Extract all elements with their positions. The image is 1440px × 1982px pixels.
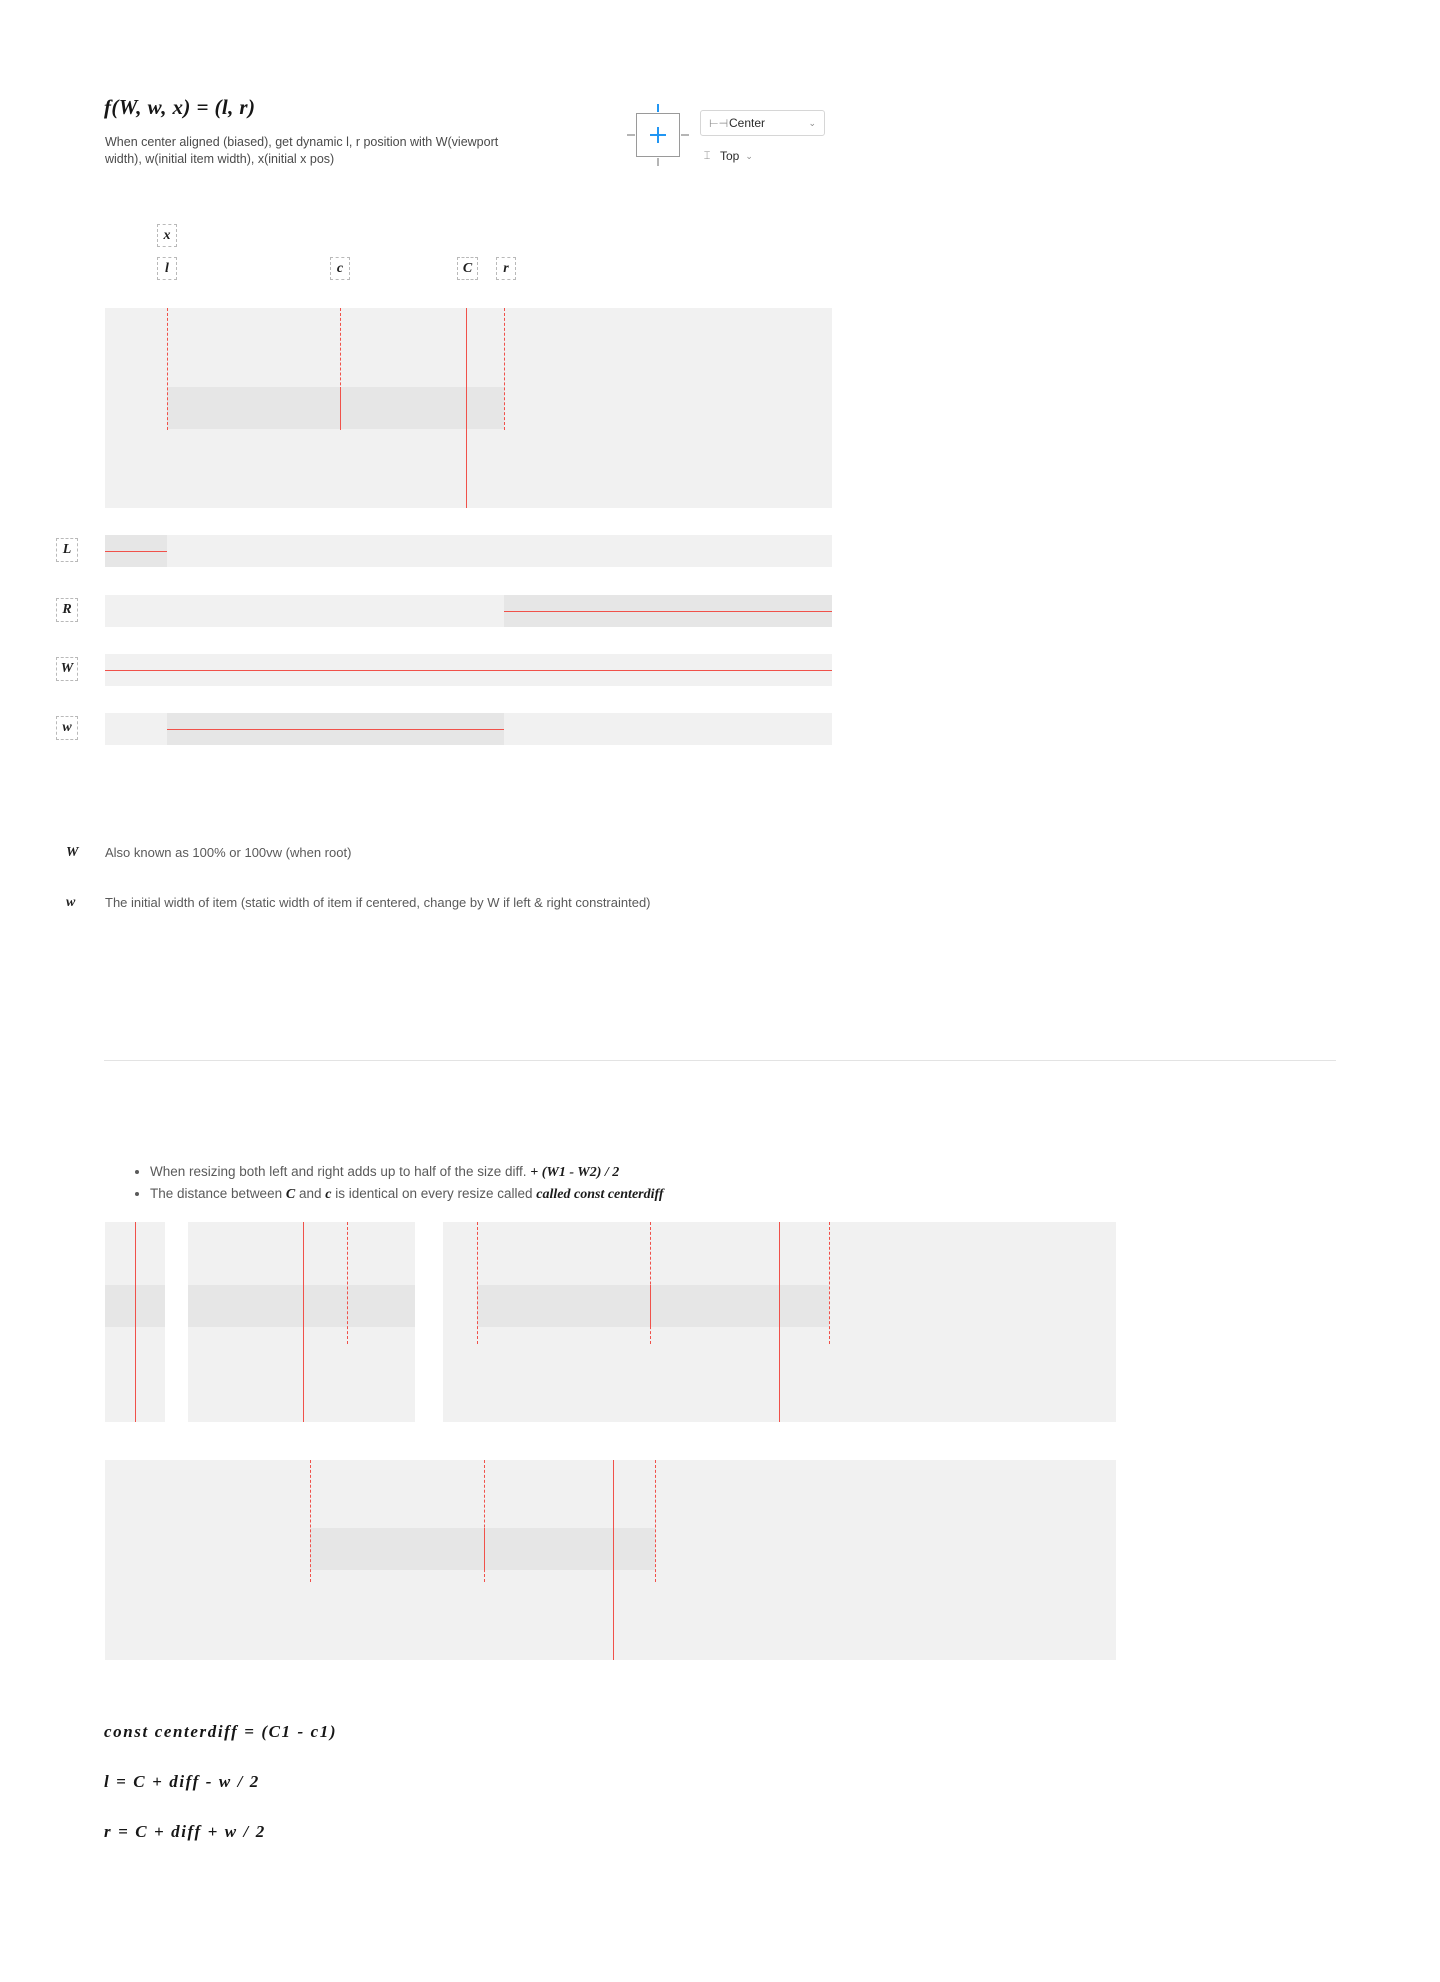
bullet-1-emphasis: + (W1 - W2) / 2 — [530, 1165, 620, 1180]
tag-r: r — [496, 257, 516, 280]
resize-inner-c — [477, 1285, 829, 1327]
tag-L: L — [56, 538, 78, 562]
resize-guide-d-right-dashed — [655, 1460, 656, 1582]
resize-guide-c-left-dashed — [477, 1222, 478, 1344]
tag-C-big: C — [457, 257, 478, 280]
bullet-1-text: When resizing both left and right adds up to half of the size diff. — [150, 1164, 527, 1179]
page-title: f(W, w, x) = (l, r) — [104, 95, 256, 119]
bullet-2-emphasis: called const centerdiff — [536, 1187, 664, 1202]
resize-center-c — [779, 1222, 780, 1422]
section-divider — [104, 1060, 1336, 1061]
legend-value-w: The initial width of item (static width of item if centered, change by W if left & right constrainted) — [105, 895, 651, 910]
align-horizontal-center-icon: ⊢⊣ — [709, 117, 729, 130]
bullet-2-text-mid: and — [295, 1186, 326, 1201]
tag-l: l — [157, 257, 177, 280]
align-crosshair-horizontal — [650, 134, 666, 136]
horizontal-align-label: Center — [729, 116, 766, 130]
measure-line-w — [167, 729, 504, 730]
resize-guide-b-dashed — [347, 1222, 348, 1344]
align-vertical-top-icon: ⌶ — [703, 149, 711, 162]
tag-R: R — [56, 598, 78, 622]
resize-inner-b — [188, 1285, 415, 1327]
formula-r: r = C + diff + w / 2 — [104, 1822, 266, 1841]
align-tick-top — [657, 104, 659, 112]
resize-guide-d-left-dashed — [310, 1460, 311, 1582]
resize-center-d — [613, 1460, 614, 1660]
formula-centerdiff: const centerdiff = (C1 - c1) — [104, 1722, 338, 1741]
legend-value-W: Also known as 100% or 100vw (when root) — [105, 845, 352, 860]
measure-line-R — [504, 611, 832, 612]
list-item — [150, 1161, 910, 1183]
guide-r-dashed — [504, 308, 505, 430]
resize-center-small-d — [484, 1528, 485, 1570]
bullet-2-text-after: is identical on every resize called — [331, 1186, 537, 1201]
guide-C-solid — [466, 308, 467, 508]
notes-list — [110, 1161, 910, 1205]
vertical-align-label: Top — [720, 149, 740, 163]
align-tick-left — [627, 134, 635, 136]
measure-line-W — [105, 670, 832, 671]
chevron-down-icon: ⌄ — [808, 117, 816, 128]
resize-center-b — [303, 1222, 304, 1422]
alignment-widget[interactable] — [627, 104, 689, 166]
align-tick-right — [681, 134, 689, 136]
horizontal-align-dropdown[interactable] — [700, 110, 825, 136]
resize-inner-d — [310, 1528, 655, 1570]
align-tick-bottom — [657, 158, 659, 166]
tag-W: W — [56, 657, 78, 681]
item-band-main — [167, 387, 504, 429]
guide-l-dashed — [167, 308, 168, 430]
page-subtitle: When center aligned (biased), get dynamic l, r position with W(viewport width), w(initial item width), x(initial x pos) — [105, 135, 499, 166]
bullet-2-symbol-C: C — [285, 1187, 296, 1202]
bullet-2-symbol-c: c — [325, 1187, 332, 1202]
tag-w: w — [56, 716, 78, 740]
vertical-align-dropdown[interactable] — [700, 143, 753, 169]
measure-band-L — [105, 535, 832, 567]
bullet-2-text-before: The distance between — [150, 1186, 286, 1201]
tag-x: x — [157, 224, 177, 247]
chevron-down-icon: ⌄ — [745, 150, 753, 161]
guide-c-solid — [340, 387, 341, 429]
list-item — [150, 1183, 910, 1205]
formula-l: l = C + diff - w / 2 — [104, 1772, 260, 1791]
legend-key-W: W — [66, 845, 79, 860]
resize-center-a — [135, 1222, 136, 1422]
tag-c: c — [330, 257, 350, 280]
resize-center-small-c — [650, 1285, 651, 1327]
measure-line-L — [105, 551, 167, 552]
legend-key-w: w — [66, 895, 76, 910]
resize-guide-c-right-dashed — [829, 1222, 830, 1344]
